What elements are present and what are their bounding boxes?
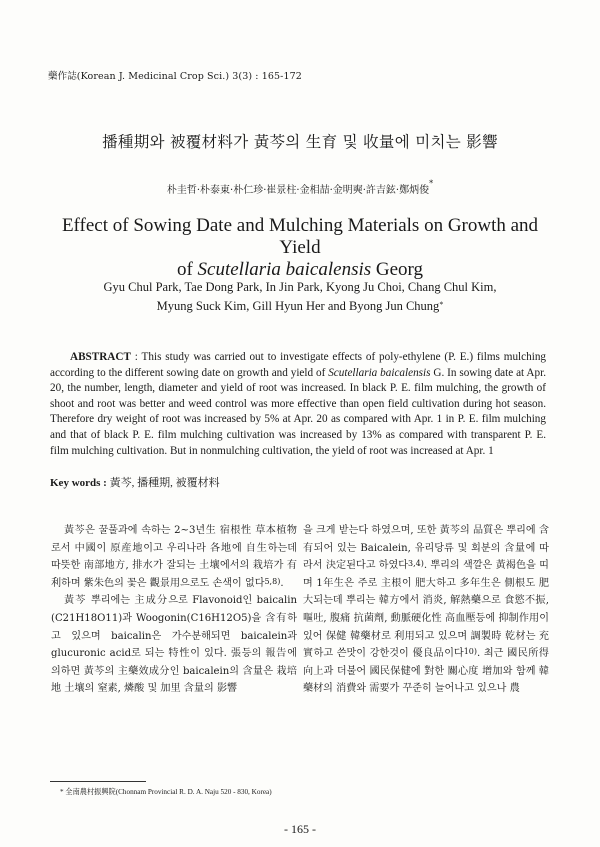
page-number: - 165 - bbox=[284, 822, 316, 836]
species-authority: Georg bbox=[371, 259, 424, 280]
body-column-right bbox=[303, 522, 549, 698]
keywords bbox=[50, 474, 220, 490]
korean-author-list: 朴圭哲·朴泰東·朴仁珍·崔景柱·金相喆·金明奭·許吉鉉·鄭炳俊 bbox=[166, 185, 430, 196]
korean-authors bbox=[0, 181, 600, 196]
body-text: 을 크게 받는다 하였으며, 또한 黃芩의 品質은 뿌리에 含有되어 있는 Baicalein, 유리당류 및 회분의 含量에 따라서 決定된다고 하였다 bbox=[303, 525, 549, 572]
english-title-of: of bbox=[176, 259, 198, 280]
english-authors bbox=[40, 278, 560, 316]
body-text: 黃芩은 꿀풀과에 속하는 2~3년生 宿根性 草本植物로서 中國이 原産地이고 우리나라 各地에 自生하는데 따뜻한 南部地方, 排水가 잘되는 土壤에서의 栽培가 有利하며 紫朱色의 꽃은 觀景用으로도 손색이 없다 bbox=[51, 525, 297, 589]
english-corresponding-mark: * bbox=[439, 300, 444, 309]
body-column-left bbox=[51, 522, 297, 698]
reference-mark: 5,8) bbox=[264, 576, 281, 586]
abstract-separator: : bbox=[130, 351, 142, 363]
journal-header: 藥作誌(Korean J. Medicinal Crop Sci.) 3(3) : 165-172 bbox=[48, 71, 302, 82]
english-title bbox=[40, 215, 560, 281]
english-authors-line2: Myung Suck Kim, Gill Hyun Her and Byong Jun Chung bbox=[156, 299, 440, 313]
abstract-species: Scutellaria baicalensis bbox=[328, 366, 431, 379]
reference-mark: 10) bbox=[463, 647, 478, 657]
keywords-text: 黃芩, 播種期, 被覆材料 bbox=[106, 477, 220, 489]
body-paragraph: 黃芩은 꿀풀과에 속하는 2~3년生 宿根性 草本植物로서 中國이 原産地이고 우리나라 各地에 自生하는데 따뜻한 南部地方, 排水가 잘되는 土壤에서의 栽培가 有利하며 紫朱色의 꽃은 觀景用으로도 손색이 없다$^{5,8)}$. bbox=[51, 525, 297, 589]
body-text: 黃芩 뿌리에는 主成分으로 Flavonoid인 baicalin (C21H18O11)과 Woogonin(C16H12O5)을 含有하고 있으며 baicalin은 가수분해되면 baicalein과 glucuronic acid로 되는 特性이 있다. 張등의 報告에 의하면 黃芩의 主藥效成分인 baicalein의 含量은 栽培地 土壤의 窒素, 燐酸 및 加里 含量의 影響 bbox=[51, 595, 297, 695]
abstract-text-2: G. In sowing date at Apr. 20, the number, length, diameter and yield of root was increased. In black P. E. film mulching, the growth of shoot and root was better and weed control was more effective than open field cultivation during hot season. Therefore dry weight of root was increased by 5% at Apr. 20 as compared with Apr. 1 in P. E. film mulching and that of black P. E. film mulching cultivation was increased by 13% as compared with transparent P. E. film mulching cultivation. But in nonmulching cultivation, the yield of root was increased at Apr. 1 bbox=[50, 366, 547, 457]
english-title-line1: Effect of Sowing Date and Mulching Materials on Growth and Yield bbox=[61, 215, 539, 258]
abstract-label: ABSTRACT bbox=[70, 351, 131, 363]
body-text: 뿌리의 색깔은 黃褐色을 띠며 1年生은 주로 主根이 肥大하고 多年生은 側根도 肥大되는데 뿌리는 韓方에서 消炎, 解熱藥으로 食慾不振, 嘔吐, 腹痛 抗菌劑, 動脈硬化性 高血壓등에 抑制作用이 있어 保健 韓藥材로 利用되고 있으며 調製時 乾材는 充實하고 쓴맛이 강한것이 優良品이다 bbox=[303, 560, 549, 660]
abstract bbox=[50, 350, 546, 459]
keywords-label: Key words : bbox=[50, 477, 107, 489]
body-paragraph bbox=[51, 592, 297, 698]
corresponding-mark: * bbox=[429, 179, 434, 188]
footnote-divider bbox=[50, 781, 146, 782]
abstract-text-1: This study was carried out to investigate effects of poly-ethylene (P. E.) films mulching according to the different sowing date on growth and yield of bbox=[50, 351, 547, 379]
reference-mark: 3,4) bbox=[408, 559, 424, 569]
body-text: . 최근 國民所得 向上과 더불어 國民保健에 對한 關心度 增加와 함께 韓藥材의 消費와 需要가 꾸준히 늘어나고 있으나 農 bbox=[303, 648, 549, 695]
species-name: Scutellaria baicalensis bbox=[197, 259, 372, 280]
footnote: * 全南農村振興院(Chonnam Provincial R. D. A. Naju 520 - 830, Korea) bbox=[60, 788, 272, 796]
english-authors-line1: Gyu Chul Park, Tae Dong Park, In Jin Park, Kyong Ju Choi, Chang Chul Kim, bbox=[103, 280, 497, 294]
korean-title: 播種期와 被覆材料가 黃芩의 生育 및 收量에 미치는 影響 bbox=[102, 133, 498, 151]
body-paragraph: 을 크게 받는다 하였으며, 또한 黃芩의 品質은 뿌리에 含有되어 있는 Baicalein, 유리당류 및 회분의 含量에 따라서 決定된다고 하였다$^{3,4)}$. 뿌리의 색깔은 黃褐色을 띠며 1年生은 주로 主根이 肥大하고 多年生은 側根도 肥大되는데 뿌리는 韓方에서 消炎, 解熱藥으로 食慾不振, 嘔吐, 腹痛 抗菌劑, 動脈硬化性 高血壓등에 抑制作用이 있어 保健 韓藥材로 利用되고 있으며 調製時 乾材는 充實하고 쓴맛이 강한것이 優良品이다$^{10)}$. 최근 國民所得 向上과 더불어 國民保健에 對한 關心度 增加와 함께 韓藥材의 消費와 需要가 꾸준히 늘어나고 있으나 農 bbox=[303, 525, 549, 695]
